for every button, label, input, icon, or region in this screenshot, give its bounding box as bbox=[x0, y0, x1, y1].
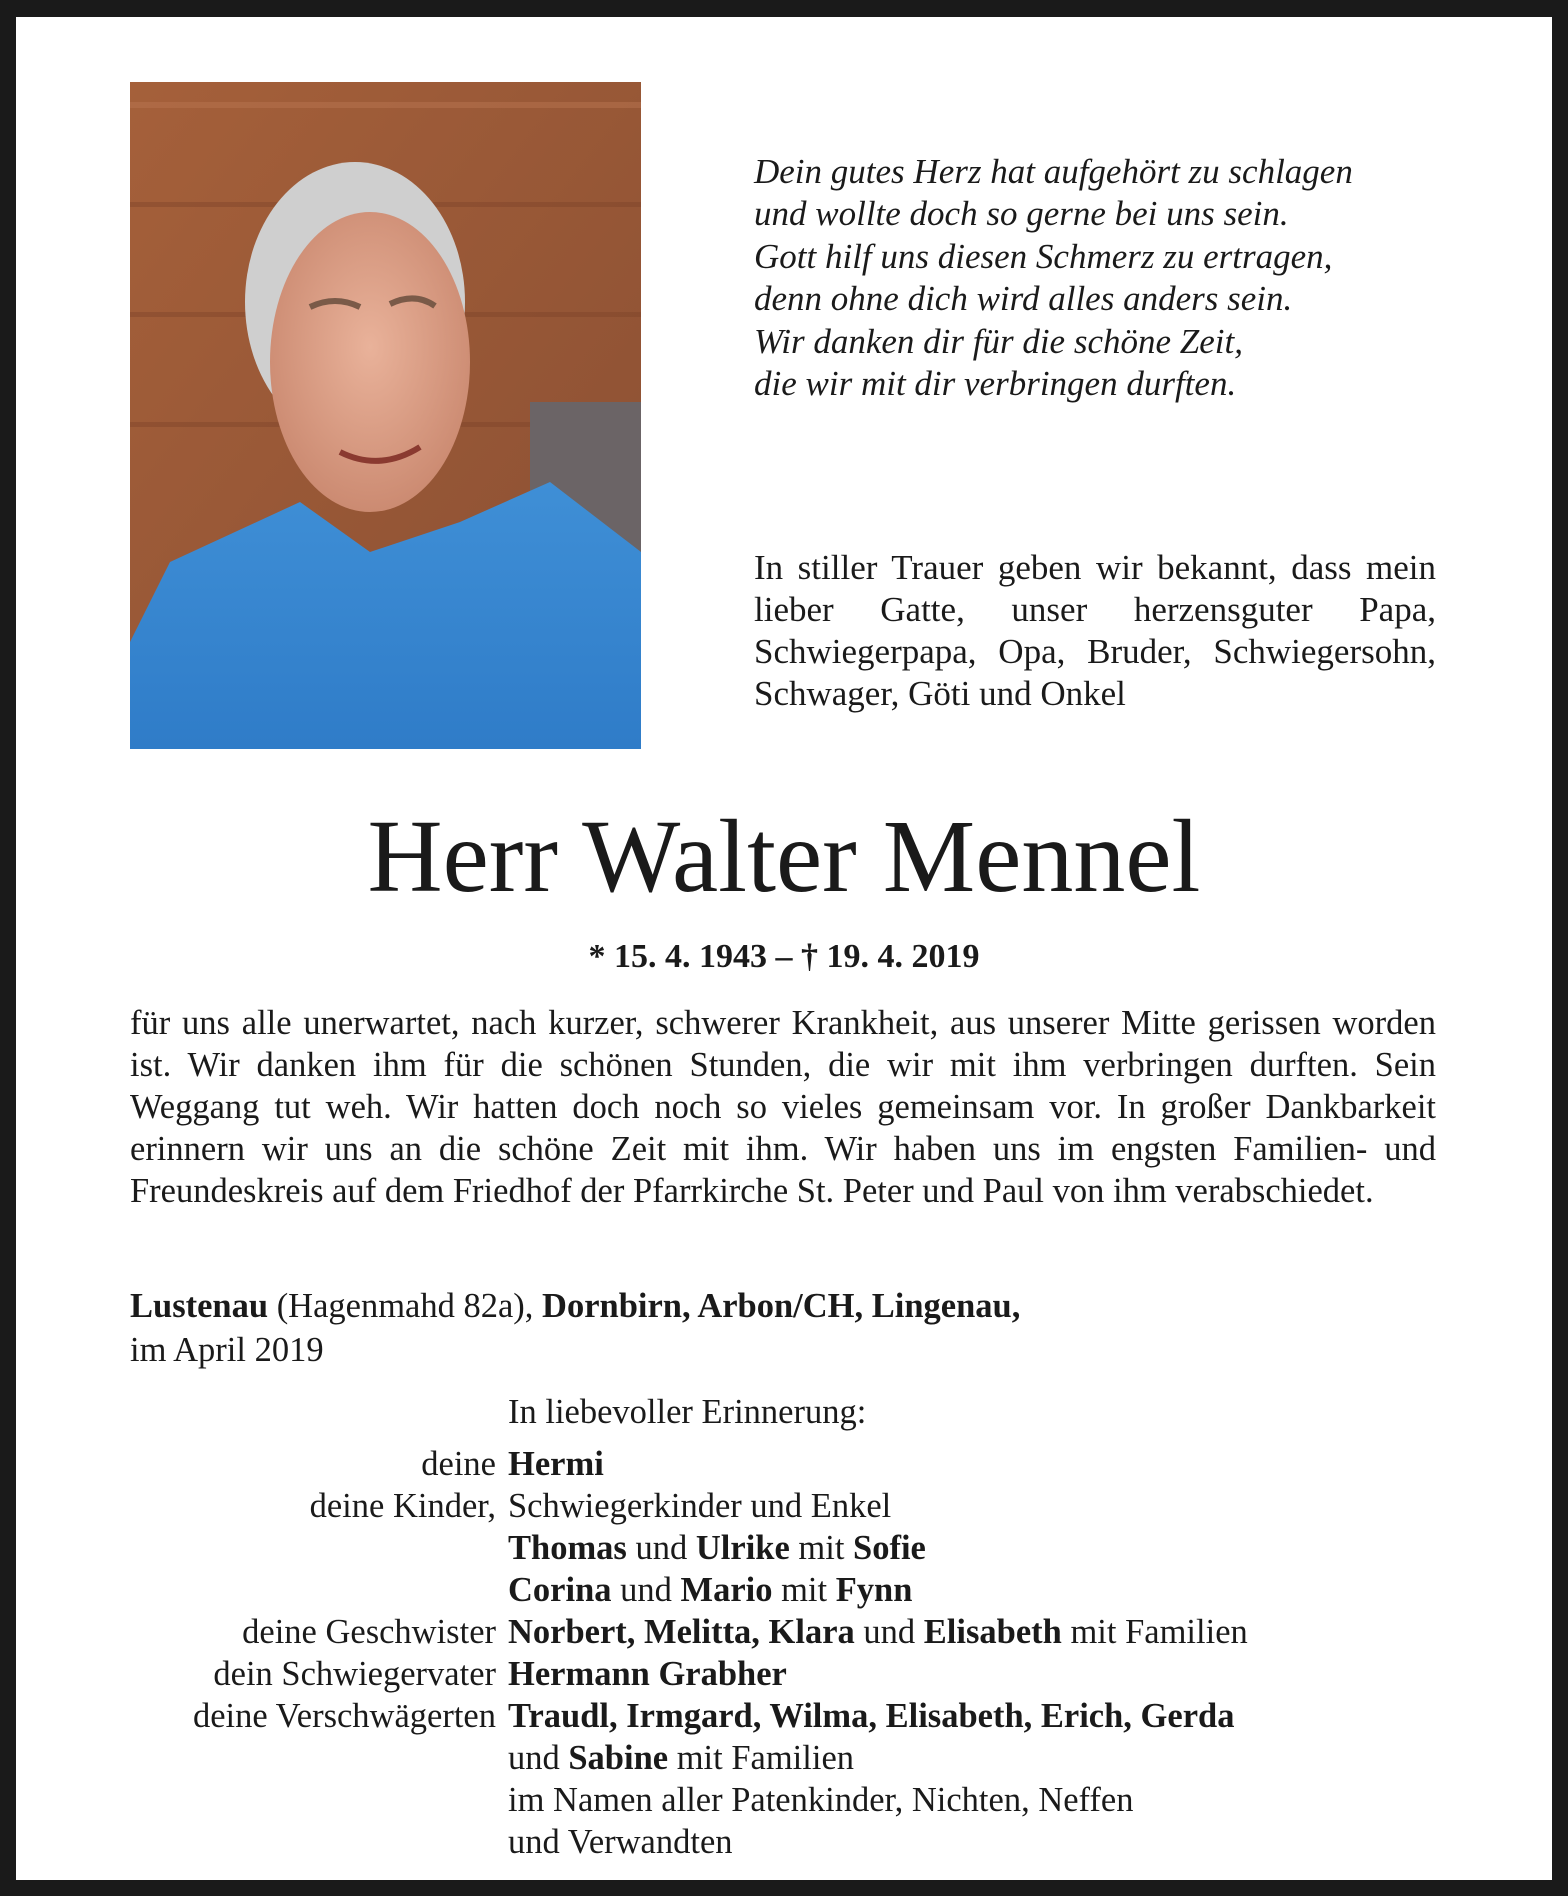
place-others: Dornbirn, Arbon/CH, Lingenau, bbox=[542, 1287, 1021, 1325]
mourner-names bbox=[508, 1527, 926, 1569]
mourner-row bbox=[16, 1611, 1552, 1653]
mourner-name: Elisabeth bbox=[923, 1613, 1062, 1651]
mourner-name: Fynn bbox=[835, 1571, 913, 1609]
mourner-name: Norbert, Melitta, Klara bbox=[508, 1613, 855, 1651]
mourner-names bbox=[508, 1569, 912, 1611]
mourners-heading: In liebevoller Erinnerung: bbox=[508, 1393, 867, 1431]
poem-line: Gott hilf uns diesen Schmerz zu ertragen, bbox=[754, 236, 1333, 276]
mourner-names bbox=[508, 1443, 604, 1485]
mourner-row bbox=[16, 1737, 1552, 1779]
mourner-name: Ulrike bbox=[695, 1529, 790, 1567]
mourner-relation bbox=[16, 1737, 508, 1779]
mourner-text: mit Familien bbox=[668, 1739, 855, 1777]
mourner-names bbox=[508, 1695, 1234, 1737]
mourner-row bbox=[16, 1485, 1552, 1527]
mourner-relation bbox=[16, 1821, 508, 1863]
mourner-names bbox=[508, 1779, 1133, 1821]
poem-line: Wir danken dir für die schöne Zeit, bbox=[754, 321, 1243, 361]
mourner-name: Thomas bbox=[508, 1529, 627, 1567]
mourner-text: im Namen aller Patenkinder, Nichten, Neffen bbox=[508, 1781, 1134, 1819]
mourner-relation: deine bbox=[421, 1445, 496, 1483]
poem-line: denn ohne dich wird alles anders sein. bbox=[754, 279, 1293, 319]
mourner-text: mit bbox=[772, 1571, 836, 1609]
poem-line: die wir mit dir verbringen durften. bbox=[754, 364, 1237, 404]
mourner-row bbox=[16, 1653, 1552, 1695]
mourner-names bbox=[508, 1821, 733, 1863]
mourner-relation bbox=[16, 1569, 508, 1611]
mourner-names bbox=[508, 1485, 891, 1527]
mourner-names bbox=[508, 1611, 1248, 1653]
mourner-relation: deine Kinder, bbox=[309, 1487, 496, 1525]
mourner-name: Corina bbox=[508, 1571, 612, 1609]
place-address: (Hagenmahd 82a), bbox=[276, 1287, 534, 1325]
mourner-relation: dein Schwiegervater bbox=[213, 1655, 496, 1693]
mourner-text: und bbox=[854, 1613, 924, 1651]
mourner-name: Sofie bbox=[853, 1529, 926, 1567]
mourner-names bbox=[508, 1653, 787, 1695]
mourner-relation: deine Verschwägerten bbox=[192, 1697, 496, 1735]
obituary-notice bbox=[16, 17, 1552, 1880]
mourner-text: und bbox=[626, 1529, 696, 1567]
mourner-name: Sabine bbox=[568, 1739, 669, 1777]
mourner-text: mit Familien bbox=[1061, 1613, 1248, 1651]
place-city: Lustenau bbox=[130, 1287, 269, 1325]
mourner-names bbox=[508, 1737, 854, 1779]
notice-date: im April 2019 bbox=[130, 1331, 324, 1369]
mourner-name: Traudl, Irmgard, Wilma, Elisabeth, Erich, Gerda bbox=[508, 1697, 1235, 1735]
mourner-row bbox=[16, 1443, 1552, 1485]
mourner-name: Mario bbox=[680, 1571, 773, 1609]
mourner-row bbox=[16, 1821, 1552, 1863]
poem-line: und wollte doch so gerne bei uns sein. bbox=[754, 194, 1289, 234]
memorial-poem bbox=[754, 151, 1474, 405]
place-and-date bbox=[130, 1284, 1436, 1372]
mourner-row bbox=[16, 1527, 1552, 1569]
mourner-row bbox=[16, 1569, 1552, 1611]
mourner-row bbox=[16, 1779, 1552, 1821]
mourner-text: Schwiegerkinder und Enkel bbox=[508, 1487, 892, 1525]
mourners-list bbox=[16, 1391, 1552, 1863]
mourner-row bbox=[16, 1695, 1552, 1737]
announcement-body: für uns alle unerwartet, nach kurzer, schwerer Krankheit, aus unserer Mitte gerissen worden ist. Wir danken ihm für die schönen Stunden, die wir mit ihm verbringen durften. Sein Weggang tut weh. Wir hatten doch noch so vieles gemeinsam vor. In großer Dankbarkeit erinnern wir uns an die schöne Zeit mit ihm. Wir haben uns im engsten Familien- und Freundeskreis auf dem Friedhof der Pfarrkirche St. Peter und Paul von ihm verabschiedet. bbox=[130, 1004, 1436, 1210]
mourner-relation bbox=[16, 1527, 508, 1569]
mourner-name: Hermann Grabher bbox=[508, 1655, 787, 1693]
mourner-relation: deine Geschwister bbox=[242, 1613, 496, 1651]
mourner-text: mit bbox=[789, 1529, 854, 1567]
mourner-name: Hermi bbox=[508, 1445, 604, 1483]
life-dates: * 15. 4. 1943 – † 19. 4. 2019 bbox=[588, 938, 980, 975]
mourner-text: und bbox=[508, 1739, 569, 1777]
mourner-relation bbox=[16, 1779, 508, 1821]
poem-line: Dein gutes Herz hat aufgehört zu schlagen bbox=[754, 152, 1353, 191]
mourner-text: und bbox=[611, 1571, 681, 1609]
mourner-text: und Verwandten bbox=[508, 1823, 733, 1861]
announcement-intro: In stiller Trauer geben wir bekannt, dass mein lieber Gatte, unser herzensguter Papa, Schwiegerpapa, Opa, Bruder, Schwiegersohn, Schwager, Göti und Onkel bbox=[754, 548, 1436, 713]
deceased-name: Herr Walter Mennel bbox=[367, 799, 1201, 914]
portrait-photo bbox=[130, 82, 641, 749]
